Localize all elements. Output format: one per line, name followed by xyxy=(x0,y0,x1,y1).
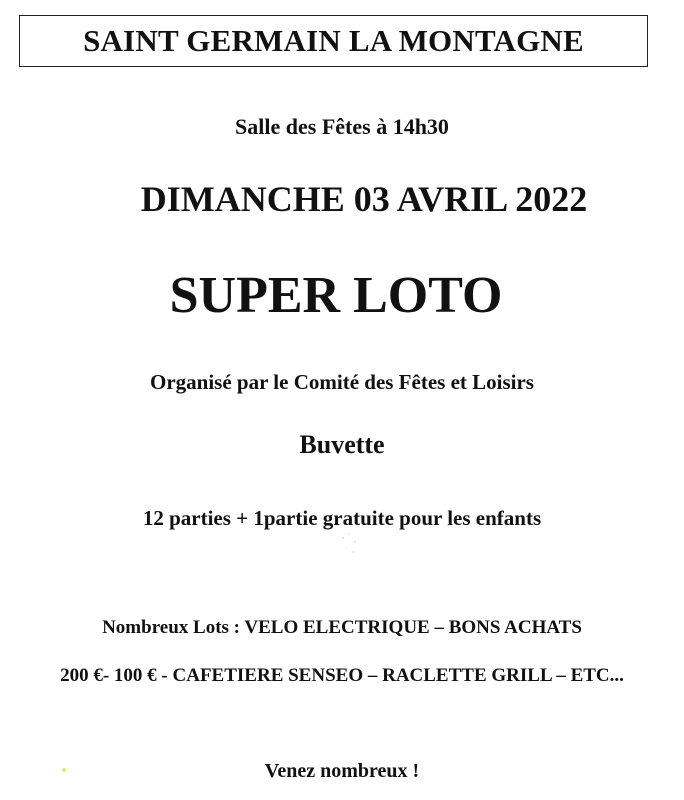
bar-notice: Buvette xyxy=(299,430,385,459)
venue-time: Salle des Fêtes à 14h30 xyxy=(235,114,449,139)
scan-speck xyxy=(62,768,66,772)
closing-line: Venez nombreux ! xyxy=(264,760,420,782)
organizer-line: Organisé par le Comité des Fêtes et Loisirs xyxy=(150,370,534,394)
event-name: SUPER LOTO xyxy=(169,267,503,324)
event-date: DIMANCHE 03 AVRIL 2022 xyxy=(140,179,588,219)
prizes-line-1: Nombreux Lots : VELO ELECTRIQUE – BONS ACHATS xyxy=(102,617,582,638)
town-title-text: SAINT GERMAIN LA MONTAGNE xyxy=(83,23,584,58)
games-info: 12 parties + 1partie gratuite pour les enfants xyxy=(142,506,542,530)
town-title xyxy=(19,15,648,67)
scan-artifact xyxy=(335,528,365,558)
prizes-line-2: 200 €- 100 € - CAFETIERE SENSEO – RACLETTE GRILL – ETC... xyxy=(60,665,624,686)
